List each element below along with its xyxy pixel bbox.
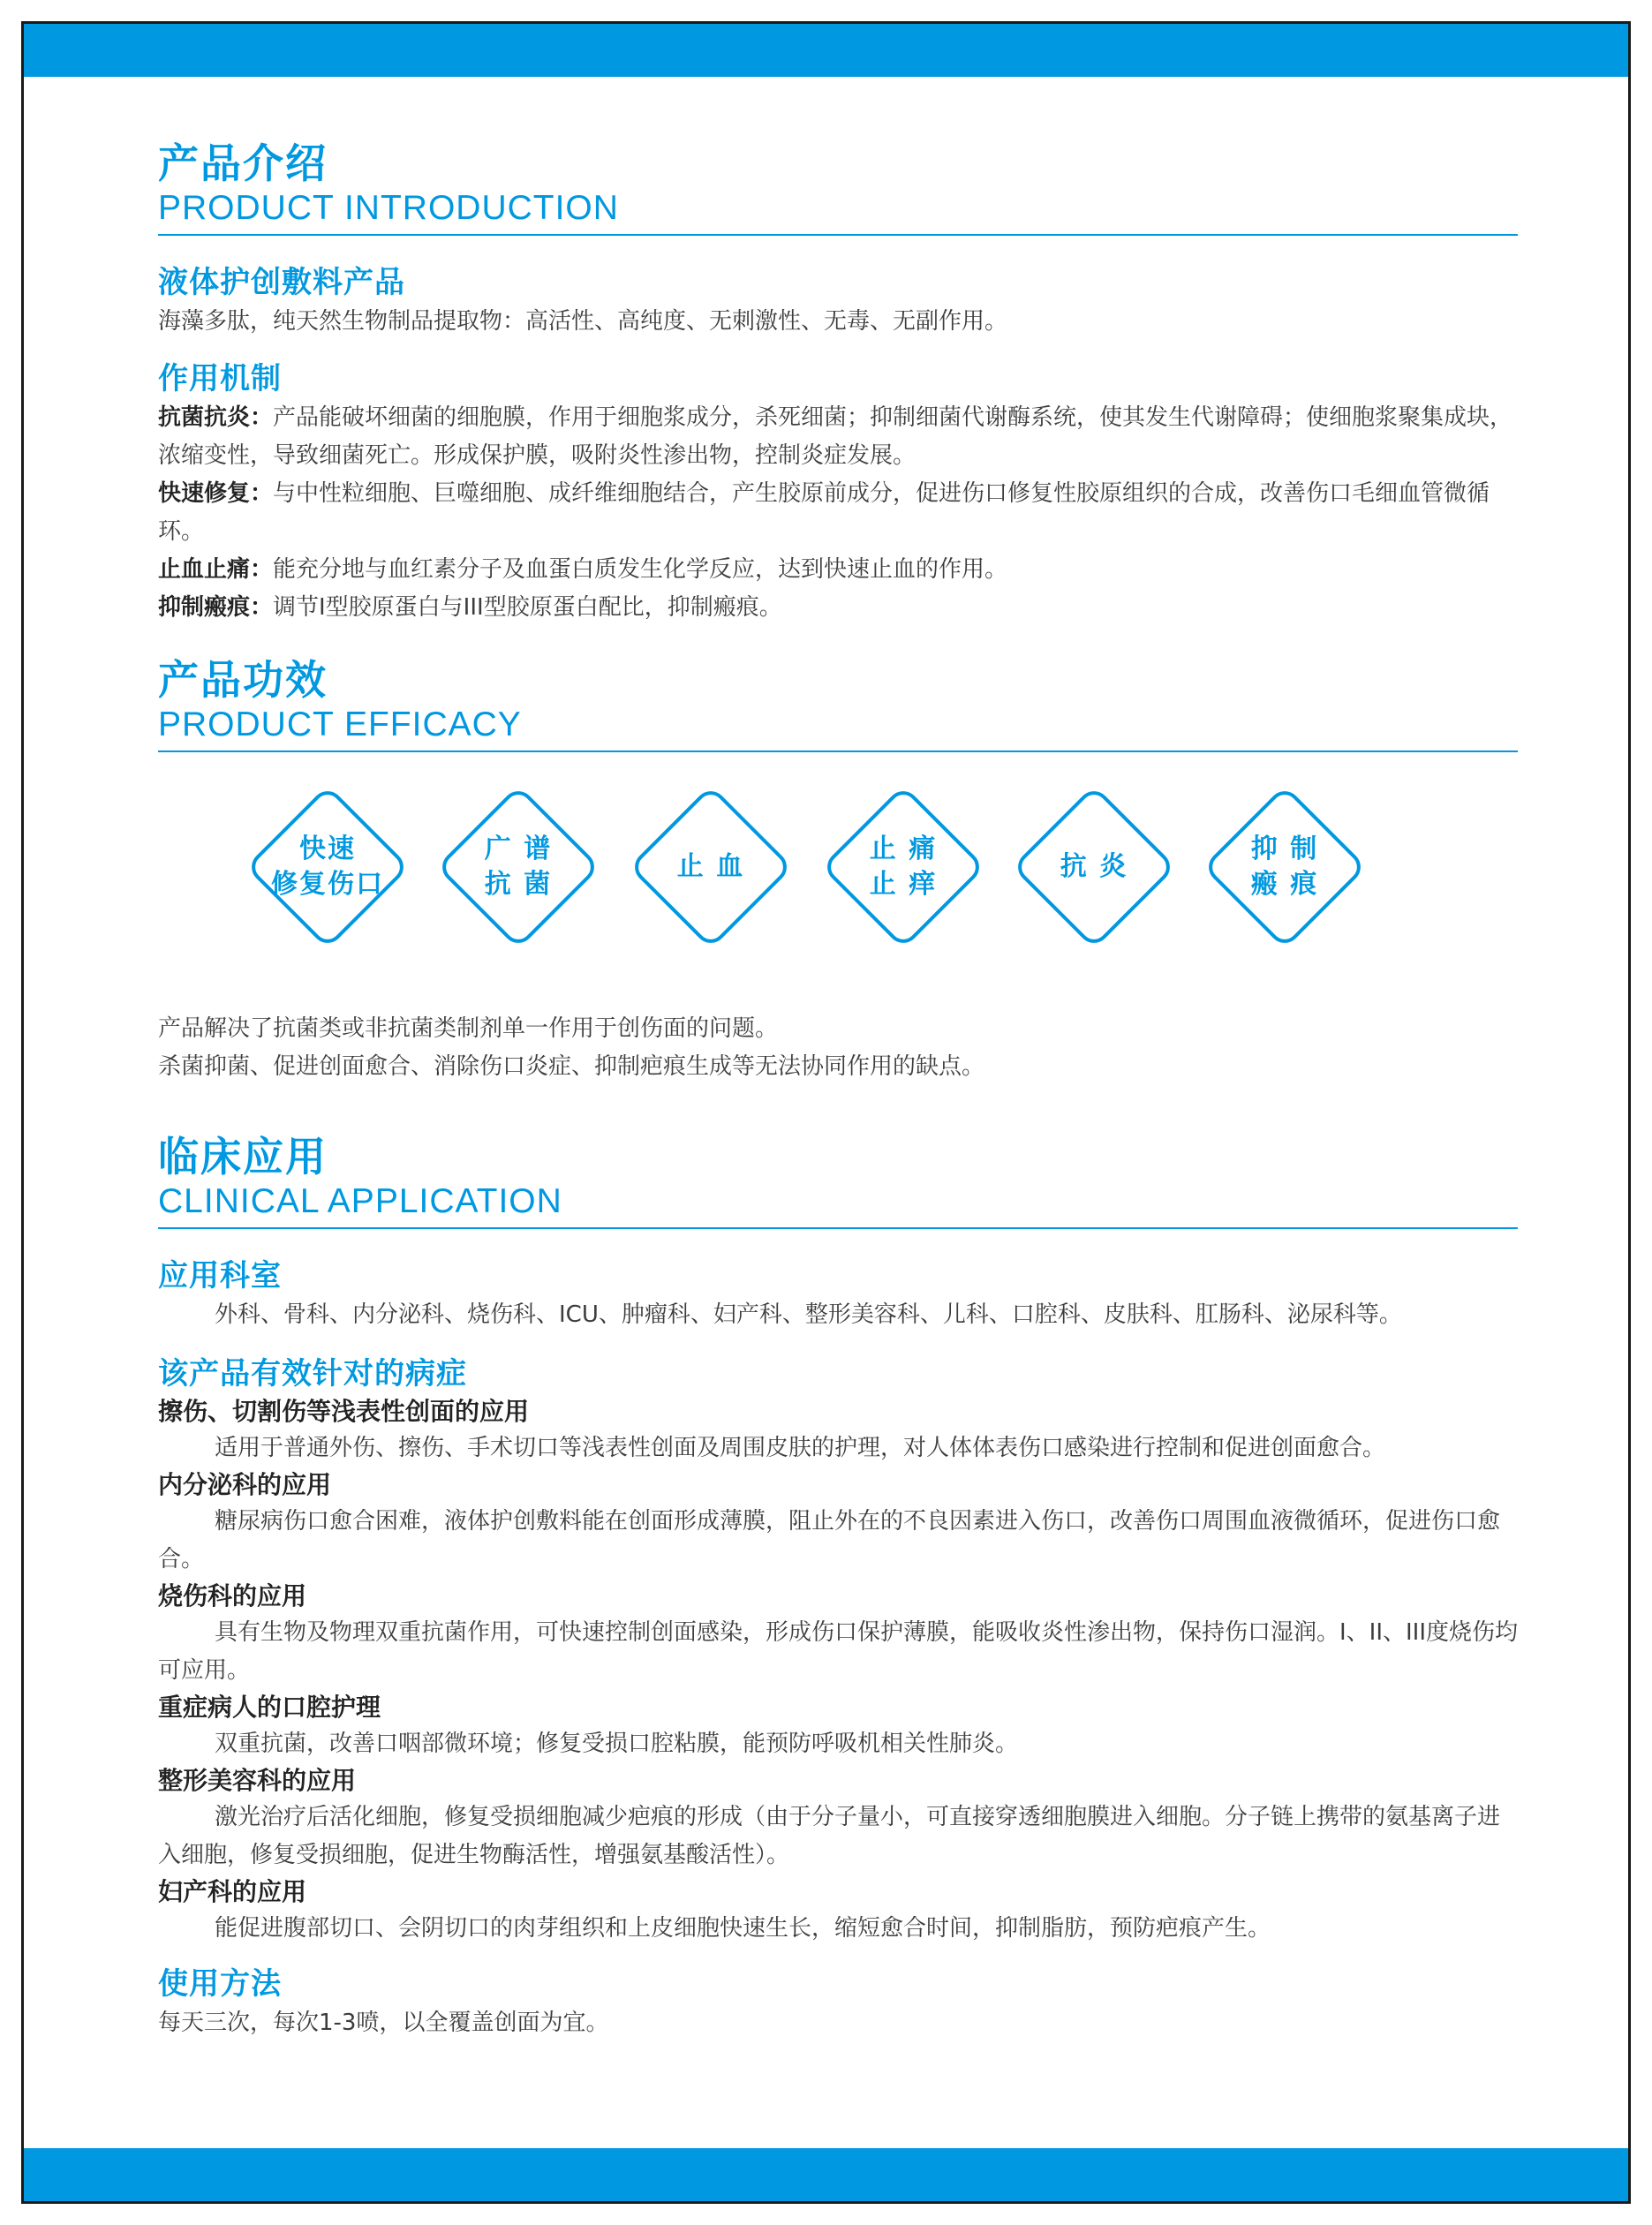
application-title: 整形美容科的应用 (158, 1766, 357, 1795)
mechanism-label: 快速修复： (158, 480, 274, 507)
application-text: 能促进腹部切口、会阴切口的肉芽组织和上皮细胞快速生长，缩短愈合时间，抑制脂肪，预防疤痕产生。 (215, 1915, 1271, 1942)
efficacy-badge (432, 781, 605, 954)
application-text: 激光治疗后活化细胞，修复受损细胞减少疤痕的形成（由于分子量小，可直接穿透细胞膜进入细胞。分子链上携带的氨基离子进入细胞，修复受损细胞，促进生物酶活性，增强氨基酸活性）。 (158, 1804, 1501, 1868)
section-header-efficacy (158, 655, 1518, 752)
application-title: 擦伤、切割伤等浅表性创面的应用 (158, 1397, 530, 1426)
application-title: 烧伤科的应用 (158, 1581, 307, 1610)
section-title-en: PRODUCT INTRODUCTION (158, 189, 619, 227)
section-header-introduction (158, 139, 1518, 236)
page-content (158, 77, 1518, 2042)
mechanism-label: 止血止痛： (158, 556, 274, 583)
application-title: 重症病人的口腔护理 (158, 1693, 381, 1722)
application-text: 双重抗菌，改善口咽部微环境；修复受损口腔粘膜，能预防呼吸机相关性肺炎。 (215, 1731, 1019, 1757)
product-title: 液体护创敷料产品 (158, 265, 405, 300)
badge-line1: 抑 制 (1250, 833, 1319, 864)
mechanism-text: 能充分地与血红素分子及血蛋白质发生化学反应，达到快速止血的作用。 (273, 556, 1008, 583)
badge-line1: 抗 炎 (1060, 851, 1128, 882)
application-title: 内分泌科的应用 (158, 1470, 332, 1499)
department-title: 应用科室 (158, 1258, 282, 1294)
bottom-band (24, 2148, 1628, 2201)
section-title-en: PRODUCT EFFICACY (158, 705, 522, 743)
section-header-clinical (158, 1132, 1518, 1229)
section-divider (158, 1227, 1518, 1229)
department-text: 外科、骨科、内分泌科、烧伤科、ICU、肿瘤科、妇产科、整形美容科、儿科、口腔科、皮肤科、肛肠科、泌尿科等。 (215, 1301, 1402, 1328)
application-text: 具有生物及物理双重抗菌作用，可快速控制创面感染，形成伤口保护薄膜，能吸收炎性渗出物，保持伤口湿润。I、II、III度烧伤均可应用。 (158, 1619, 1519, 1684)
disease-title: 该产品有效针对的病症 (158, 1356, 467, 1392)
efficacy-description: 产品解决了抗菌类或非抗菌类制剂单一作用于创伤面的问题。 (158, 1015, 779, 1042)
mechanism-text: 产品能破坏细菌的细胞膜，作用于细胞浆成分，杀死细菌；抑制细菌代谢酶系统，使其发生代谢障碍；使细胞浆聚集成块，浓缩变性，导致细菌死亡。形成保护膜，吸附炎性渗出物，控制炎症发展。 (158, 404, 1513, 469)
application-title: 妇产科的应用 (158, 1877, 307, 1906)
mechanism-label: 抗菌抗炎： (158, 404, 274, 431)
efficacy-badge (1198, 781, 1371, 954)
usage-text: 每天三次，每次1-3喷，以全覆盖创面为宜。 (158, 2010, 609, 2036)
efficacy-description: 杀菌抑菌、促进创面愈合、消除伤口炎症、抑制疤痕生成等无法协同作用的缺点。 (158, 1053, 985, 1080)
efficacy-badge (624, 781, 797, 954)
efficacy-badge (1007, 781, 1181, 954)
application-text: 糖尿病伤口愈合困难，液体护创敷料能在创面形成薄膜，阻止外在的不良因素进入伤口，改善伤口周围血液微循环，促进伤口愈合。 (158, 1508, 1501, 1573)
mechanism-text: 与中性粒细胞、巨噬细胞、成纤维细胞结合，产生胶原前成分，促进伤口修复性胶原组织的合成，改善伤口毛细血管微循环。 (158, 480, 1490, 545)
usage-title: 使用方法 (158, 1966, 282, 2002)
section-divider (158, 234, 1518, 236)
mechanism-item (158, 589, 1518, 627)
mechanism-item (158, 399, 1518, 475)
page-frame (21, 21, 1631, 2204)
efficacy-badge (817, 781, 990, 954)
efficacy-badges (158, 781, 1518, 1010)
section-title-cn: 临床应用 (158, 1133, 328, 1180)
mechanism-item (158, 475, 1518, 551)
section-title-en: CLINICAL APPLICATION (158, 1182, 562, 1220)
efficacy-badge (241, 781, 414, 954)
badge-line2: 瘢 痕 (1250, 869, 1319, 900)
product-description: 海藻多肽，纯天然生物制品提取物：高活性、高纯度、无刺激性、无毒、无副作用。 (158, 308, 1008, 335)
top-band (24, 24, 1628, 77)
badge-line1: 广 谱 (484, 833, 553, 864)
badge-line1: 止 血 (676, 851, 745, 882)
section-title-cn: 产品介绍 (158, 140, 328, 187)
badge-line1: 快速 (299, 833, 356, 864)
badge-line2: 抗 菌 (484, 869, 553, 900)
mechanism-text: 调节I型胶原蛋白与III型胶原蛋白配比，抑制瘢痕。 (273, 594, 782, 621)
mechanism-item (158, 551, 1518, 589)
application-text: 适用于普通外伤、擦伤、手术切口等浅表性创面及周围皮肤的护理，对人体体表伤口感染进行控制和促进创面愈合。 (215, 1435, 1386, 1461)
section-title-cn: 产品功效 (158, 656, 328, 704)
badge-line2: 止 痒 (869, 869, 938, 900)
mechanism-label: 抑制瘢痕： (158, 594, 274, 621)
badge-line1: 止 痛 (869, 833, 938, 864)
mechanism-title: 作用机制 (158, 361, 282, 396)
section-divider (158, 750, 1518, 752)
badge-line2: 修复伤口 (271, 869, 384, 900)
